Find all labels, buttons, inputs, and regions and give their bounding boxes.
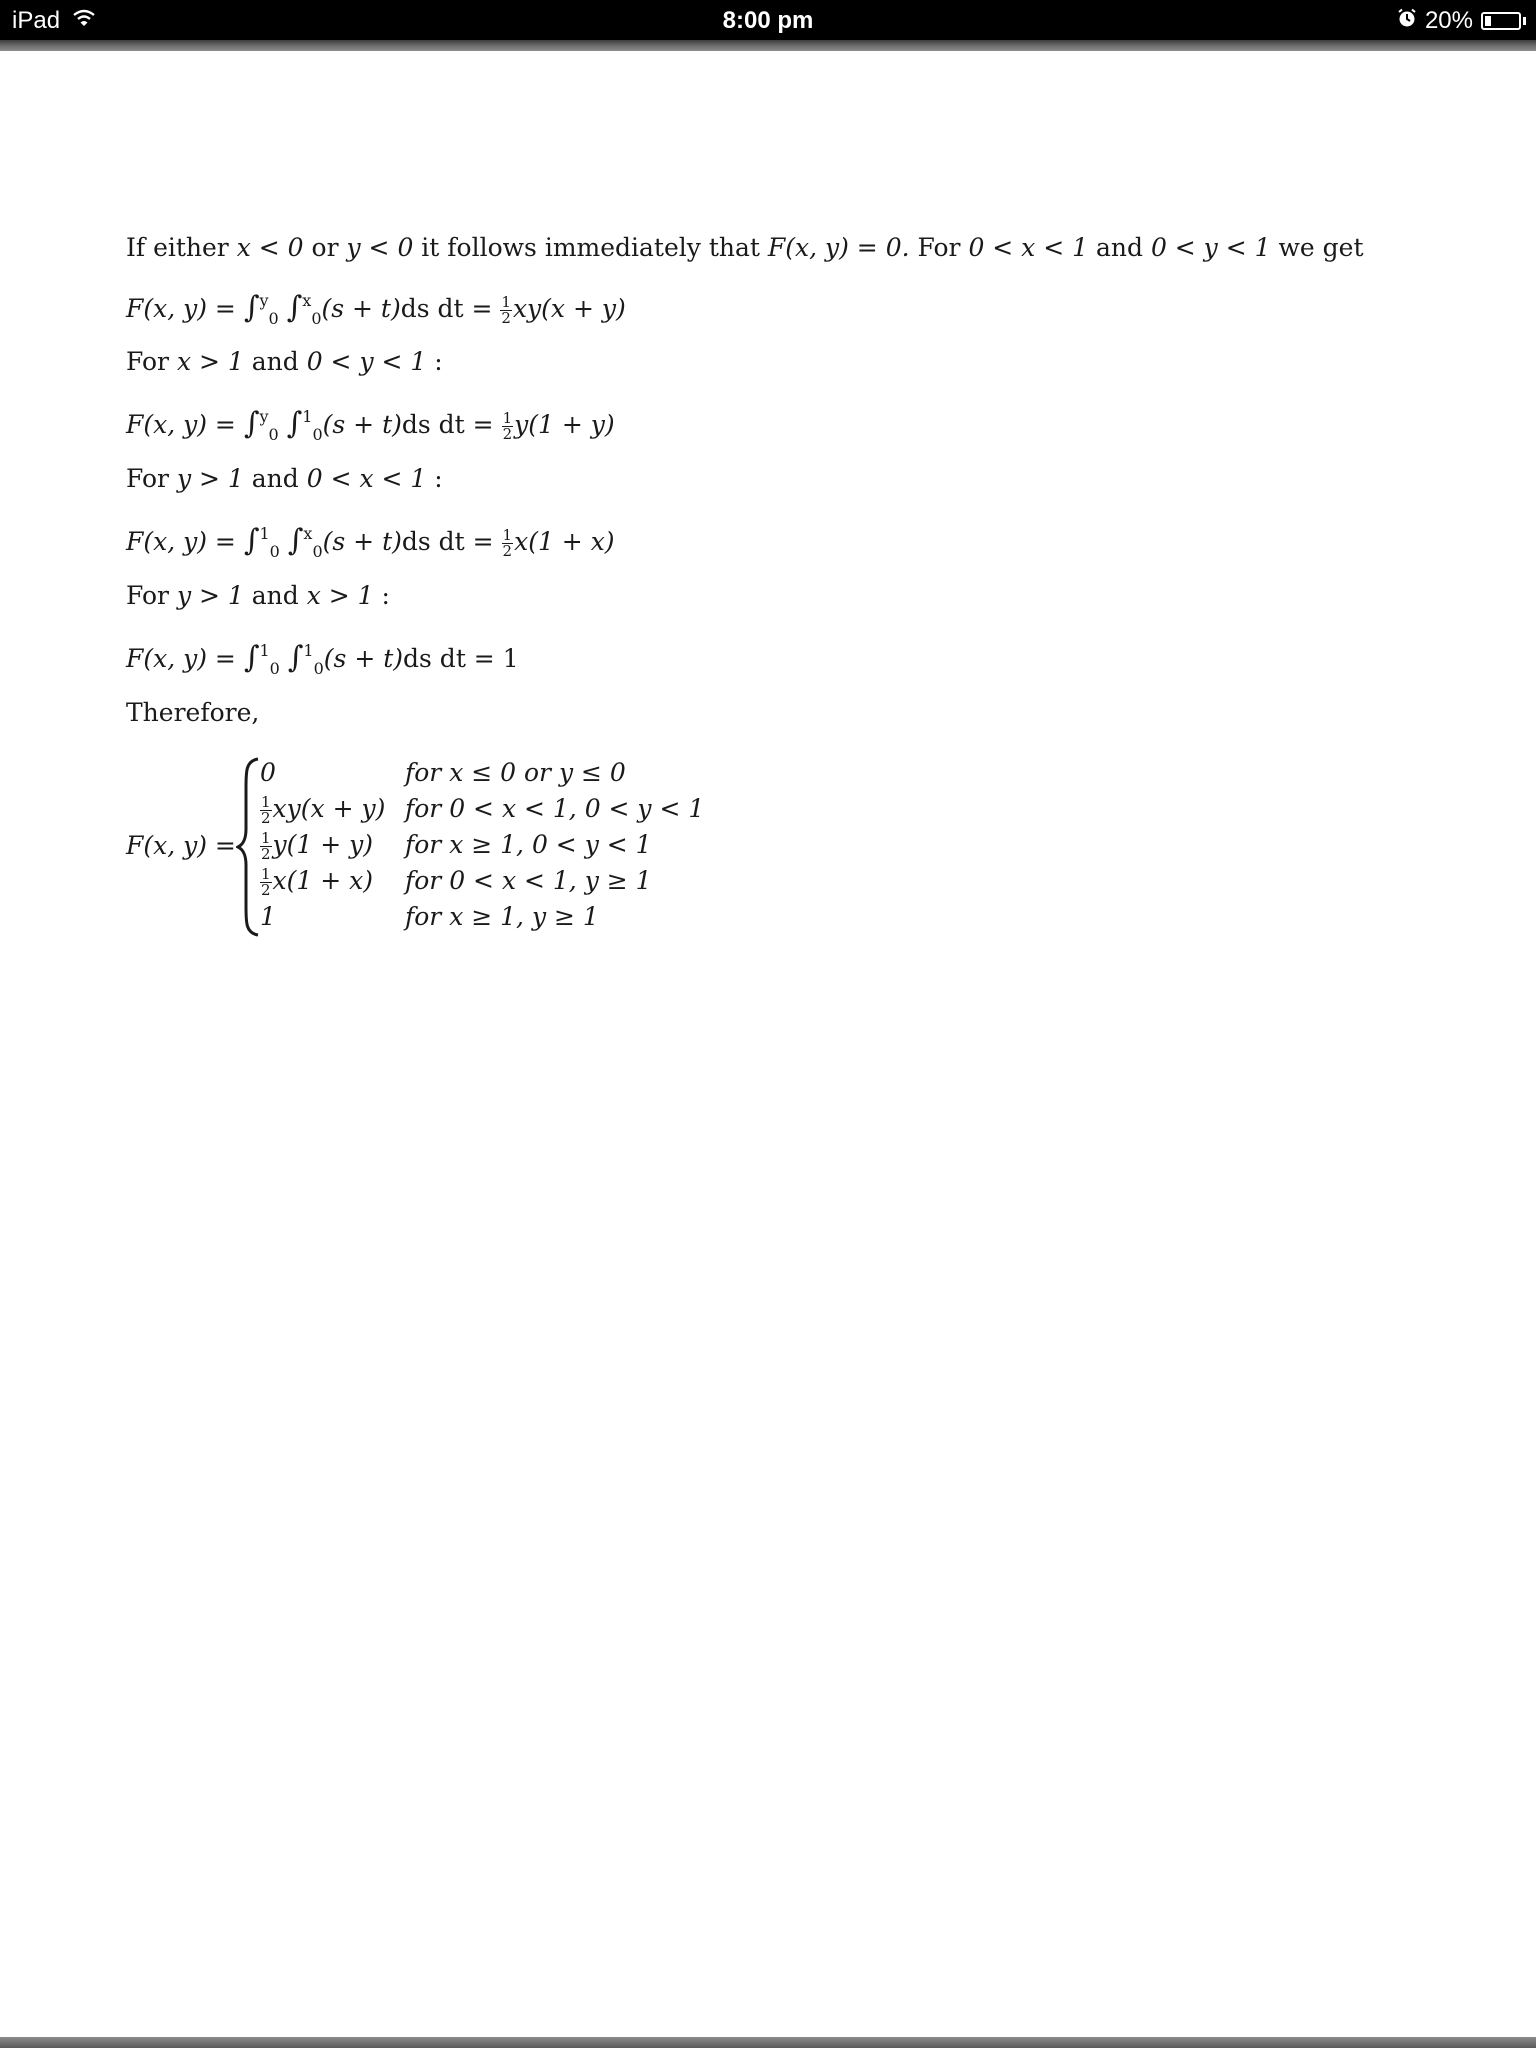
intro-paragraph	[126, 232, 1364, 265]
integral-lower: 0	[312, 542, 323, 561]
frac-numerator: 1	[501, 293, 511, 311]
toolbar-shadow	[0, 40, 1536, 51]
status-bar	[0, 0, 1536, 40]
case-condition: for x ≥ 1, 0 < y < 1	[405, 830, 652, 859]
integrand: (s + t)	[321, 294, 401, 323]
fraction	[502, 411, 514, 442]
math-expression: F(x, y) = 0.	[767, 233, 910, 262]
frac-denominator: 2	[261, 881, 271, 899]
differential: ds dt =	[401, 410, 502, 439]
integral-sign: ∫	[286, 290, 303, 325]
integral-upper: 1	[259, 641, 270, 660]
eq-rhs: xy(x + y)	[512, 294, 626, 323]
case-2-text	[126, 346, 443, 379]
battery-tip	[1523, 17, 1526, 25]
frac-denominator: 2	[261, 809, 271, 827]
integral-sign: ∫	[287, 523, 304, 558]
frac-numerator: 1	[261, 793, 271, 811]
text: For	[126, 464, 177, 493]
math-expression: x > 1	[306, 581, 374, 610]
text: and	[243, 581, 307, 610]
frac-denominator: 2	[502, 425, 513, 443]
case-expression	[260, 757, 276, 790]
status-bar-right	[1397, 7, 1526, 35]
case-expression	[260, 793, 385, 826]
text: :	[426, 464, 443, 493]
eq-rhs: x(1 + x)	[514, 527, 615, 556]
integral-lower: 0	[311, 309, 322, 328]
math-expression: 0 < x < 1	[306, 464, 427, 493]
fraction	[260, 831, 272, 862]
case-value: y(1 + y)	[272, 830, 374, 859]
integral-upper: y	[259, 407, 269, 426]
equation-1	[126, 288, 626, 330]
math-expression: y > 1	[176, 464, 244, 493]
integral-sign: ∫	[243, 640, 260, 675]
battery-icon	[1481, 12, 1521, 30]
equation-4	[126, 638, 519, 680]
bottom-shadow	[0, 2037, 1536, 2048]
device-name: iPad	[12, 7, 61, 34]
case-expression	[260, 901, 276, 934]
text: or	[303, 233, 347, 262]
eq-lhs: F(x, y) =	[126, 644, 244, 673]
math-expression: x < 0	[236, 233, 304, 262]
text: For	[126, 581, 177, 610]
case-condition: for 0 < x < 1, y ≥ 1	[405, 866, 652, 895]
integral-sign: ∫	[286, 406, 303, 441]
status-bar-time: 8:00 pm	[722, 7, 814, 34]
text: For	[909, 233, 969, 262]
fraction	[502, 528, 514, 559]
integral-upper: 1	[259, 524, 270, 543]
equation-2	[126, 404, 615, 446]
differential: ds dt =	[400, 294, 501, 323]
integrand: (s + t)	[322, 410, 402, 439]
integral-sign: ∫	[287, 640, 304, 675]
case-expression	[260, 829, 373, 862]
text: it follows immediately that	[413, 233, 768, 262]
equation-3	[126, 521, 615, 563]
math-expression: 0 < y < 1	[1150, 233, 1271, 262]
frac-numerator: 1	[261, 829, 271, 847]
case-expression	[260, 865, 373, 898]
text: and	[243, 347, 307, 376]
frac-numerator: 1	[502, 409, 513, 427]
integral-lower: 0	[269, 659, 280, 678]
text: :	[373, 581, 390, 610]
differential: ds dt =	[401, 527, 502, 556]
text: we get	[1270, 233, 1364, 262]
integral-sign: ∫	[243, 406, 260, 441]
case-value: xy(x + y)	[272, 794, 386, 823]
frac-denominator: 2	[502, 542, 513, 560]
case-condition: for 0 < x < 1, 0 < y < 1	[405, 794, 705, 823]
integral-sign: ∫	[243, 523, 260, 558]
text: and	[1088, 233, 1151, 262]
math-expression: 0 < y < 1	[306, 347, 427, 376]
integral-lower: 0	[312, 425, 323, 444]
battery-level	[1485, 16, 1491, 26]
differential: ds dt = 1	[403, 644, 519, 673]
integral-lower: 0	[268, 309, 279, 328]
integral-sign: ∫	[243, 290, 260, 325]
text: For	[126, 347, 177, 376]
eq-lhs: F(x, y) =	[126, 410, 244, 439]
fraction	[260, 867, 272, 898]
case-condition: for x ≥ 1, y ≥ 1	[405, 902, 599, 931]
frac-denominator: 2	[261, 845, 271, 863]
math-expression: x > 1	[176, 347, 244, 376]
integral-upper: x	[303, 524, 313, 543]
frac-numerator: 1	[261, 865, 271, 883]
battery-percent: 20%	[1424, 7, 1473, 34]
frac-numerator: 1	[502, 526, 513, 544]
case-value: 1	[260, 902, 276, 931]
alarm-icon	[1397, 7, 1417, 35]
piecewise-lhs: F(x, y) =	[126, 831, 236, 860]
math-expression: 0 < x < 1	[968, 233, 1089, 262]
case-4-text	[126, 580, 390, 613]
case-3-text	[126, 463, 443, 496]
integral-lower: 0	[268, 425, 279, 444]
text: :	[426, 347, 443, 376]
eq-lhs: F(x, y) =	[126, 294, 244, 323]
frac-denominator: 2	[501, 309, 511, 327]
eq-rhs: y(1 + y)	[514, 410, 615, 439]
integral-upper: y	[259, 291, 269, 310]
fraction	[260, 795, 272, 826]
case-condition: for x ≤ 0 or y ≤ 0	[405, 758, 626, 787]
integral-upper: 1	[303, 641, 314, 660]
fraction	[500, 295, 512, 326]
integrand: (s + t)	[322, 527, 402, 556]
text: and	[243, 464, 307, 493]
integral-lower: 0	[313, 659, 324, 678]
integral-upper: 1	[302, 407, 313, 426]
case-value: x(1 + x)	[272, 866, 373, 895]
integral-upper: x	[302, 291, 312, 310]
case-value: 0	[260, 758, 276, 787]
text: If either	[126, 233, 237, 262]
math-expression: y < 0	[346, 233, 414, 262]
math-expression: y > 1	[176, 581, 244, 610]
integral-lower: 0	[269, 542, 280, 561]
integrand: (s + t)	[323, 644, 404, 673]
left-brace	[236, 757, 262, 937]
eq-lhs: F(x, y) =	[126, 527, 244, 556]
therefore-text: Therefore,	[126, 698, 260, 727]
